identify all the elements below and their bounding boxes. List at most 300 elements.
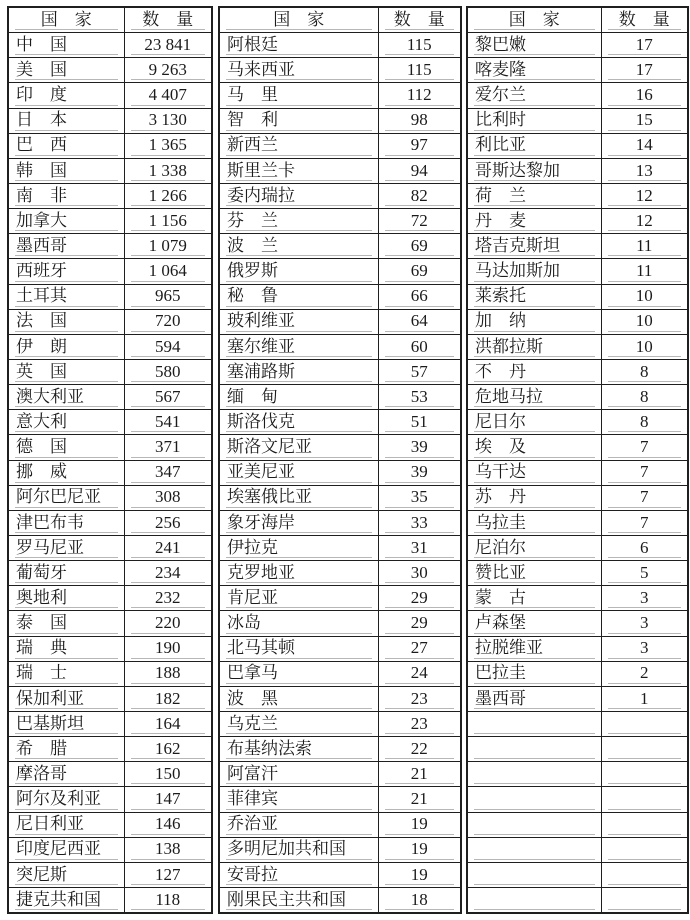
quantity-cell: 23 xyxy=(378,711,461,736)
quantity-cell xyxy=(601,862,688,887)
table-row xyxy=(219,837,461,862)
quantity-cell: 51 xyxy=(378,410,461,435)
country-cell: 尼日尔 xyxy=(467,410,601,435)
country-cell xyxy=(467,737,601,762)
country-cell: 阿富汗 xyxy=(219,762,378,787)
country-cell: 黎巴嫩 xyxy=(467,33,601,58)
table-row xyxy=(467,158,688,183)
table-row xyxy=(219,83,461,108)
quantity-cell: 39 xyxy=(378,460,461,485)
table-row xyxy=(219,611,461,636)
quantity-cell: 150 xyxy=(124,762,212,787)
country-cell: 北马其顿 xyxy=(219,636,378,661)
table-row xyxy=(467,209,688,234)
quantity-cell: 1 064 xyxy=(124,259,212,284)
country-column-header: 国 家 xyxy=(219,7,378,33)
table-row xyxy=(219,209,461,234)
quantity-cell: 1 156 xyxy=(124,209,212,234)
quantity-cell: 1 266 xyxy=(124,183,212,208)
table-row xyxy=(467,535,688,560)
quantity-cell: 72 xyxy=(378,209,461,234)
quantity-cell: 69 xyxy=(378,234,461,259)
country-cell: 斯里兰卡 xyxy=(219,158,378,183)
table-row xyxy=(8,158,212,183)
quantity-cell: 308 xyxy=(124,485,212,510)
table-row xyxy=(467,561,688,586)
country-cell: 乌干达 xyxy=(467,460,601,485)
table-row xyxy=(219,183,461,208)
country-quantity-tables xyxy=(7,6,690,914)
quantity-cell: 1 338 xyxy=(124,158,212,183)
table-row xyxy=(467,787,688,812)
table-row xyxy=(219,58,461,83)
country-cell: 韩 国 xyxy=(8,158,124,183)
table-row xyxy=(467,108,688,133)
country-cell: 阿根廷 xyxy=(219,33,378,58)
table-row xyxy=(219,460,461,485)
quantity-cell: 2 xyxy=(601,661,688,686)
quantity-cell: 8 xyxy=(601,410,688,435)
country-cell: 秘 鲁 xyxy=(219,284,378,309)
country-cell: 塔吉克斯坦 xyxy=(467,234,601,259)
country-cell: 芬 兰 xyxy=(219,209,378,234)
table-row xyxy=(8,58,212,83)
country-cell: 加 纳 xyxy=(467,309,601,334)
table-row xyxy=(467,234,688,259)
country-cell: 埃 及 xyxy=(467,435,601,460)
country-table-2 xyxy=(218,6,462,914)
quantity-cell: 4 407 xyxy=(124,83,212,108)
table-row xyxy=(8,510,212,535)
table-row xyxy=(467,259,688,284)
quantity-cell: 241 xyxy=(124,535,212,560)
table-row xyxy=(219,636,461,661)
country-cell: 苏 丹 xyxy=(467,485,601,510)
country-cell: 巴拉圭 xyxy=(467,661,601,686)
quantity-cell: 17 xyxy=(601,33,688,58)
quantity-cell: 19 xyxy=(378,837,461,862)
table-row xyxy=(219,686,461,711)
table-row xyxy=(467,837,688,862)
table-row xyxy=(219,334,461,359)
table-row xyxy=(467,485,688,510)
quantity-cell: 24 xyxy=(378,661,461,686)
country-cell: 马来西亚 xyxy=(219,58,378,83)
table-row xyxy=(8,837,212,862)
quantity-cell: 10 xyxy=(601,334,688,359)
country-cell: 马达加斯加 xyxy=(467,259,601,284)
quantity-cell: 16 xyxy=(601,83,688,108)
table-row xyxy=(219,133,461,158)
quantity-cell: 347 xyxy=(124,460,212,485)
quantity-cell: 21 xyxy=(378,787,461,812)
quantity-column-header: 数 量 xyxy=(601,7,688,33)
country-cell: 摩洛哥 xyxy=(8,762,124,787)
country-column-header: 国 家 xyxy=(8,7,124,33)
quantity-column-header: 数 量 xyxy=(124,7,212,33)
table-row xyxy=(8,586,212,611)
quantity-cell xyxy=(601,737,688,762)
quantity-cell: 5 xyxy=(601,561,688,586)
table-row xyxy=(8,410,212,435)
country-cell: 法 国 xyxy=(8,309,124,334)
quantity-cell: 8 xyxy=(601,385,688,410)
country-cell xyxy=(467,862,601,887)
country-cell: 多明尼加共和国 xyxy=(219,837,378,862)
country-cell: 缅 甸 xyxy=(219,385,378,410)
country-cell: 喀麦隆 xyxy=(467,58,601,83)
table-row xyxy=(219,108,461,133)
country-cell: 保加利亚 xyxy=(8,686,124,711)
country-cell: 伊 朗 xyxy=(8,334,124,359)
table-row xyxy=(467,586,688,611)
country-cell: 瑞 士 xyxy=(8,661,124,686)
quantity-cell: 7 xyxy=(601,510,688,535)
table-row xyxy=(467,284,688,309)
country-cell: 埃塞俄比亚 xyxy=(219,485,378,510)
quantity-cell: 11 xyxy=(601,259,688,284)
table-row xyxy=(8,259,212,284)
table-row xyxy=(8,787,212,812)
quantity-cell: 112 xyxy=(378,83,461,108)
country-cell: 挪 威 xyxy=(8,460,124,485)
country-cell: 英 国 xyxy=(8,359,124,384)
country-cell: 南 非 xyxy=(8,183,124,208)
table-row xyxy=(467,887,688,913)
country-cell: 斯洛伐克 xyxy=(219,410,378,435)
quantity-cell: 69 xyxy=(378,259,461,284)
country-cell: 赞比亚 xyxy=(467,561,601,586)
country-cell: 德 国 xyxy=(8,435,124,460)
country-cell: 爱尔兰 xyxy=(467,83,601,108)
table-row xyxy=(219,410,461,435)
table-row xyxy=(467,636,688,661)
table-row xyxy=(467,334,688,359)
table-row xyxy=(8,385,212,410)
country-cell: 泰 国 xyxy=(8,611,124,636)
country-cell: 墨西哥 xyxy=(8,234,124,259)
quantity-cell: 66 xyxy=(378,284,461,309)
table-row xyxy=(219,787,461,812)
country-cell: 布基纳法索 xyxy=(219,737,378,762)
quantity-cell: 97 xyxy=(378,133,461,158)
country-cell: 利比亚 xyxy=(467,133,601,158)
country-cell: 塞浦路斯 xyxy=(219,359,378,384)
quantity-cell: 7 xyxy=(601,485,688,510)
quantity-cell: 27 xyxy=(378,636,461,661)
table-row xyxy=(8,108,212,133)
country-cell: 肯尼亚 xyxy=(219,586,378,611)
country-cell: 美 国 xyxy=(8,58,124,83)
country-table-3 xyxy=(466,6,689,914)
table-row xyxy=(467,83,688,108)
country-cell: 安哥拉 xyxy=(219,862,378,887)
quantity-cell: 188 xyxy=(124,661,212,686)
country-cell: 洪都拉斯 xyxy=(467,334,601,359)
country-cell xyxy=(467,787,601,812)
country-table-1 xyxy=(7,6,213,914)
country-cell: 塞尔维亚 xyxy=(219,334,378,359)
country-cell: 津巴布韦 xyxy=(8,510,124,535)
quantity-cell: 14 xyxy=(601,133,688,158)
quantity-cell: 12 xyxy=(601,183,688,208)
country-cell: 蒙 古 xyxy=(467,586,601,611)
table-row xyxy=(467,611,688,636)
quantity-cell: 94 xyxy=(378,158,461,183)
country-cell: 波 黑 xyxy=(219,686,378,711)
quantity-cell xyxy=(601,812,688,837)
table-row xyxy=(8,862,212,887)
quantity-cell: 256 xyxy=(124,510,212,535)
quantity-cell: 594 xyxy=(124,334,212,359)
country-cell: 奥地利 xyxy=(8,586,124,611)
country-cell: 马 里 xyxy=(219,83,378,108)
country-cell: 象牙海岸 xyxy=(219,510,378,535)
quantity-cell: 1 079 xyxy=(124,234,212,259)
header-row xyxy=(8,7,212,33)
country-cell: 阿尔巴尼亚 xyxy=(8,485,124,510)
table-row xyxy=(219,234,461,259)
quantity-cell: 21 xyxy=(378,762,461,787)
table-row xyxy=(8,309,212,334)
quantity-cell xyxy=(601,787,688,812)
quantity-cell xyxy=(601,887,688,913)
quantity-cell: 17 xyxy=(601,58,688,83)
header-row xyxy=(467,7,688,33)
table-row xyxy=(8,33,212,58)
quantity-cell: 118 xyxy=(124,887,212,913)
table-row xyxy=(467,33,688,58)
quantity-cell: 19 xyxy=(378,862,461,887)
country-cell: 冰岛 xyxy=(219,611,378,636)
quantity-cell: 720 xyxy=(124,309,212,334)
table-row xyxy=(219,510,461,535)
country-cell: 希 腊 xyxy=(8,737,124,762)
table-row xyxy=(467,812,688,837)
quantity-cell: 190 xyxy=(124,636,212,661)
table-row xyxy=(219,737,461,762)
quantity-cell xyxy=(601,837,688,862)
quantity-cell: 164 xyxy=(124,711,212,736)
country-cell: 尼日利亚 xyxy=(8,812,124,837)
table-row xyxy=(8,485,212,510)
quantity-cell: 182 xyxy=(124,686,212,711)
country-cell: 尼泊尔 xyxy=(467,535,601,560)
quantity-cell: 541 xyxy=(124,410,212,435)
quantity-cell: 33 xyxy=(378,510,461,535)
table-row xyxy=(219,561,461,586)
table-row xyxy=(467,862,688,887)
quantity-column-header: 数 量 xyxy=(378,7,461,33)
country-cell: 土耳其 xyxy=(8,284,124,309)
country-cell: 瑞 典 xyxy=(8,636,124,661)
table-row xyxy=(219,535,461,560)
country-column-header: 国 家 xyxy=(467,7,601,33)
country-cell: 菲律宾 xyxy=(219,787,378,812)
quantity-cell: 60 xyxy=(378,334,461,359)
quantity-cell: 220 xyxy=(124,611,212,636)
table-row xyxy=(467,737,688,762)
quantity-cell: 29 xyxy=(378,586,461,611)
table-row xyxy=(467,661,688,686)
table-row xyxy=(219,385,461,410)
table-row xyxy=(219,661,461,686)
quantity-cell: 8 xyxy=(601,359,688,384)
table-row xyxy=(8,887,212,913)
country-cell: 哥斯达黎加 xyxy=(467,158,601,183)
country-cell: 亚美尼亚 xyxy=(219,460,378,485)
country-cell: 智 利 xyxy=(219,108,378,133)
table-row xyxy=(8,460,212,485)
table-row xyxy=(219,485,461,510)
country-cell: 委内瑞拉 xyxy=(219,183,378,208)
quantity-cell: 3 xyxy=(601,611,688,636)
country-cell: 卢森堡 xyxy=(467,611,601,636)
quantity-cell: 7 xyxy=(601,435,688,460)
country-cell xyxy=(467,812,601,837)
quantity-cell: 115 xyxy=(378,58,461,83)
country-cell: 罗马尼亚 xyxy=(8,535,124,560)
country-cell: 莱索托 xyxy=(467,284,601,309)
table-row xyxy=(467,686,688,711)
table-row xyxy=(8,234,212,259)
table-row xyxy=(219,259,461,284)
quantity-cell: 13 xyxy=(601,158,688,183)
country-cell: 捷克共和国 xyxy=(8,887,124,913)
quantity-cell xyxy=(601,711,688,736)
table-row xyxy=(8,812,212,837)
quantity-cell: 232 xyxy=(124,586,212,611)
country-cell: 日 本 xyxy=(8,108,124,133)
country-cell: 荷 兰 xyxy=(467,183,601,208)
table-row xyxy=(219,762,461,787)
quantity-cell: 7 xyxy=(601,460,688,485)
table-row xyxy=(8,611,212,636)
country-cell: 乌拉圭 xyxy=(467,510,601,535)
quantity-cell: 15 xyxy=(601,108,688,133)
table-row xyxy=(8,661,212,686)
quantity-cell: 35 xyxy=(378,485,461,510)
table-row xyxy=(467,510,688,535)
quantity-cell: 57 xyxy=(378,359,461,384)
country-cell: 玻利维亚 xyxy=(219,309,378,334)
country-cell: 突尼斯 xyxy=(8,862,124,887)
country-cell: 丹 麦 xyxy=(467,209,601,234)
country-cell: 刚果民主共和国 xyxy=(219,887,378,913)
country-cell xyxy=(467,762,601,787)
country-cell: 乌克兰 xyxy=(219,711,378,736)
table-row xyxy=(8,711,212,736)
table-row xyxy=(467,460,688,485)
country-cell: 墨西哥 xyxy=(467,686,601,711)
country-cell: 巴 西 xyxy=(8,133,124,158)
quantity-cell: 19 xyxy=(378,812,461,837)
table-row xyxy=(467,410,688,435)
country-cell: 西班牙 xyxy=(8,259,124,284)
table-row xyxy=(219,586,461,611)
country-cell: 克罗地亚 xyxy=(219,561,378,586)
table-row xyxy=(467,359,688,384)
country-cell: 印度尼西亚 xyxy=(8,837,124,862)
table-row xyxy=(219,359,461,384)
quantity-cell: 127 xyxy=(124,862,212,887)
quantity-cell: 965 xyxy=(124,284,212,309)
quantity-cell: 31 xyxy=(378,535,461,560)
table-row xyxy=(467,711,688,736)
quantity-cell: 138 xyxy=(124,837,212,862)
quantity-cell: 23 841 xyxy=(124,33,212,58)
header-row xyxy=(219,7,461,33)
quantity-cell: 3 130 xyxy=(124,108,212,133)
table-row xyxy=(219,33,461,58)
table-row xyxy=(8,83,212,108)
quantity-cell: 9 263 xyxy=(124,58,212,83)
quantity-cell: 3 xyxy=(601,636,688,661)
country-cell: 乔治亚 xyxy=(219,812,378,837)
quantity-cell: 580 xyxy=(124,359,212,384)
table-row xyxy=(8,762,212,787)
quantity-cell: 12 xyxy=(601,209,688,234)
table-row xyxy=(8,183,212,208)
quantity-cell: 6 xyxy=(601,535,688,560)
country-cell: 不 丹 xyxy=(467,359,601,384)
country-cell: 伊拉克 xyxy=(219,535,378,560)
table-row xyxy=(467,183,688,208)
quantity-cell: 82 xyxy=(378,183,461,208)
table-row xyxy=(8,737,212,762)
quantity-cell: 1 365 xyxy=(124,133,212,158)
table-row xyxy=(8,636,212,661)
quantity-cell: 567 xyxy=(124,385,212,410)
quantity-cell: 371 xyxy=(124,435,212,460)
table-row xyxy=(467,58,688,83)
quantity-cell: 53 xyxy=(378,385,461,410)
table-row xyxy=(219,887,461,913)
country-cell: 比利时 xyxy=(467,108,601,133)
table-row xyxy=(8,535,212,560)
quantity-cell: 23 xyxy=(378,686,461,711)
table-row xyxy=(8,435,212,460)
table-row xyxy=(8,334,212,359)
country-cell: 中 国 xyxy=(8,33,124,58)
quantity-cell: 1 xyxy=(601,686,688,711)
table-row xyxy=(8,686,212,711)
country-cell: 俄罗斯 xyxy=(219,259,378,284)
table-row xyxy=(219,862,461,887)
quantity-cell: 98 xyxy=(378,108,461,133)
table-row xyxy=(219,711,461,736)
table-row xyxy=(219,812,461,837)
quantity-cell: 22 xyxy=(378,737,461,762)
quantity-cell: 115 xyxy=(378,33,461,58)
quantity-cell: 10 xyxy=(601,309,688,334)
country-cell: 印 度 xyxy=(8,83,124,108)
country-cell: 意大利 xyxy=(8,410,124,435)
table-row xyxy=(8,133,212,158)
table-row xyxy=(8,284,212,309)
country-cell: 加拿大 xyxy=(8,209,124,234)
quantity-cell: 3 xyxy=(601,586,688,611)
quantity-cell: 39 xyxy=(378,435,461,460)
quantity-cell: 29 xyxy=(378,611,461,636)
country-cell: 危地马拉 xyxy=(467,385,601,410)
country-cell: 巴基斯坦 xyxy=(8,711,124,736)
quantity-cell: 11 xyxy=(601,234,688,259)
table-row xyxy=(467,309,688,334)
country-cell: 葡萄牙 xyxy=(8,561,124,586)
quantity-cell: 18 xyxy=(378,887,461,913)
quantity-cell: 162 xyxy=(124,737,212,762)
